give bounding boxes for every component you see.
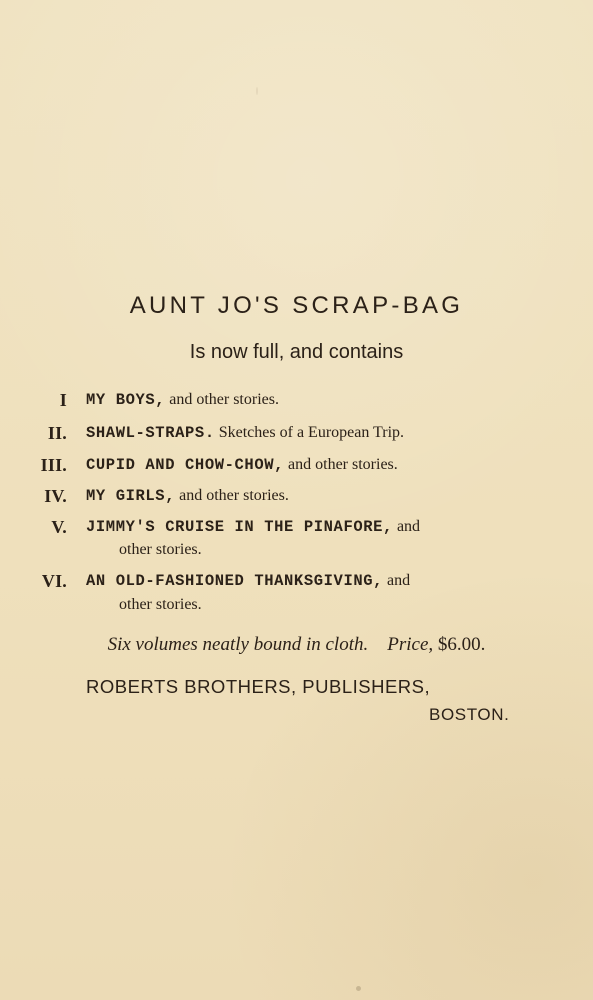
volume-title: MY GIRLS, <box>86 487 176 505</box>
volume-detail: and other stories. <box>284 456 398 473</box>
volume-detail: and <box>392 518 421 535</box>
volume-description <box>86 389 536 411</box>
volume-continuation: other stories. <box>119 596 202 613</box>
volume-number: IV. <box>44 486 67 506</box>
volume-number: V. <box>51 517 67 537</box>
volume-detail: Sketches of a European Trip. <box>214 424 405 441</box>
volume-title: CUPID AND CHOW-CHOW, <box>86 456 285 474</box>
volume-description <box>86 422 536 444</box>
volume-detail: and other stories. <box>165 391 279 408</box>
volume-continuation: other stories. <box>119 541 202 558</box>
volume-description <box>86 516 536 538</box>
volume-title: SHAWL-STRAPS. <box>86 424 215 442</box>
volume-number: I <box>59 390 67 410</box>
paper-speck-top <box>256 87 258 95</box>
volume-detail: and other stories. <box>175 487 289 504</box>
publisher-city: BOSTON. <box>429 705 510 724</box>
page-subtitle: Is now full, and contains <box>189 341 404 363</box>
price-label: Price, <box>387 634 434 655</box>
volume-title: AN OLD-FASHIONED THANKSGIVING, <box>86 572 384 590</box>
volume-number: III. <box>40 455 67 475</box>
volume-number: VI. <box>41 571 67 591</box>
paper-speck-bottom <box>356 986 361 991</box>
price-value: $6.00. <box>437 634 486 655</box>
volume-detail: and <box>383 572 411 589</box>
volume-description <box>86 454 536 476</box>
page-title: AUNT JO'S SCRAP-BAG <box>129 292 464 319</box>
binding-note: Six volumes neatly bound in cloth. <box>107 634 369 655</box>
volume-title: JIMMY'S CRUISE IN THE PINAFORE, <box>86 518 393 536</box>
publisher-line: ROBERTS BROTHERS, PUBLISHERS, <box>86 676 431 697</box>
volume-description <box>86 570 536 592</box>
volume-number: II. <box>47 423 67 443</box>
volume-title: MY BOYS, <box>86 391 166 409</box>
volume-description <box>86 485 536 507</box>
price-line <box>0 634 593 656</box>
